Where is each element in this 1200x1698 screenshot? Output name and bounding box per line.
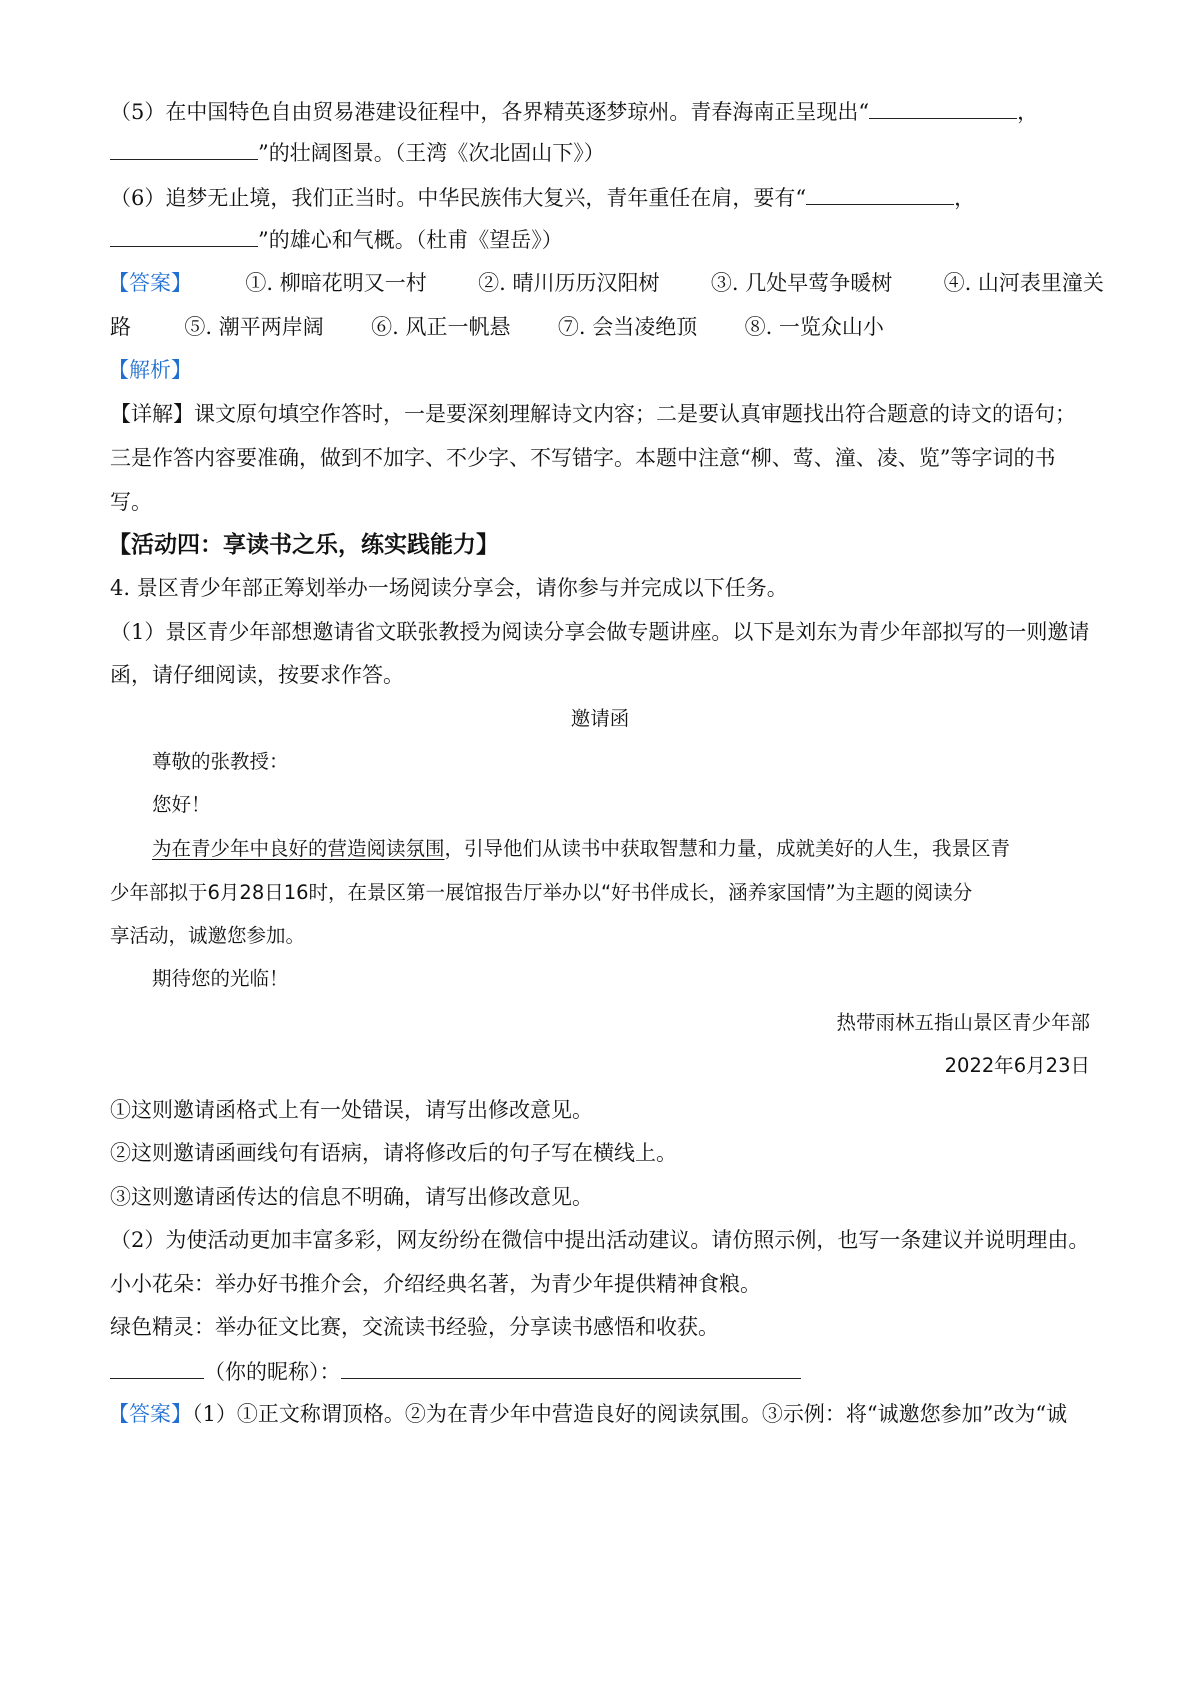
letter-sender: 热带雨林五指山景区青少年部	[836, 1011, 1090, 1034]
answer-line1	[108, 268, 1104, 298]
answer-item: ③. 几处早莺争暖树	[710, 271, 893, 295]
example-2: 绿色精灵：举办征文比赛，交流读书经验，分享读书感悟和收获。	[110, 1315, 719, 1339]
letter-body-text: ，引导他们从读书中获取智慧和力量，成就美好的人生，我景区青	[444, 837, 1011, 860]
answer-item: 路	[110, 315, 131, 339]
question-6-line2	[110, 224, 563, 255]
letter-date: 2022年6月23日	[944, 1054, 1090, 1077]
blank-field	[110, 137, 258, 160]
letter-title: 邀请函	[570, 707, 630, 730]
blank-field	[110, 224, 258, 247]
letter-salutation: 尊敬的张教授：	[152, 750, 289, 773]
question-4-text: 4. 景区青少年部正筹划举办一场阅读分享会，请你参与并完成以下任务。	[110, 576, 788, 600]
comma: ，	[954, 186, 976, 210]
answer-label: 【答案】	[108, 271, 192, 295]
answer-item: ⑤. 潮平两岸阔	[184, 315, 324, 339]
blank-field	[806, 182, 954, 205]
letter-closing: 期待您的光临！	[152, 967, 289, 990]
answer-item: ①. 柳暗花明又一村	[245, 271, 427, 295]
answer-item: ⑥. 风正一帆悬	[371, 315, 511, 339]
analysis-label: 【解析】	[108, 358, 192, 382]
nickname-blank	[110, 1356, 204, 1379]
answer-text: （1）①正文称谓顶格。②为在青少年中营造良好的阅读氛围。③示例：将“诚邀您参加”改为“诚	[192, 1402, 1068, 1426]
question-5-source: ”的壮阔图景。（王湾《次北固山下》）	[258, 141, 605, 165]
question-6-source: ”的雄心和气概。（杜甫《望岳》）	[258, 228, 563, 252]
answer-label: 【答案】	[108, 1402, 192, 1426]
comma: ，	[1017, 100, 1039, 124]
blank-field	[869, 96, 1017, 119]
task-1: ①这则邀请函格式上有一处错误，请写出修改意见。	[110, 1098, 593, 1122]
task-3: ③这则邀请函传达的信息不明确，请写出修改意见。	[110, 1185, 593, 1209]
activity-heading: 【活动四：享读书之乐，练实践能力】	[108, 532, 499, 558]
letter-body-line2: 少年部拟于6月28日16时，在景区第一展馆报告厅举办以“好书伴成长，涵养家国情”为主题的阅读分	[110, 881, 973, 904]
question-6-text: （6）追梦无止境，我们正当时。中华民族伟大复兴，青年重任在肩，要有“	[110, 186, 807, 210]
analysis-line1: 【详解】课文原句填空作答时，一是要深刻理解诗文内容；二是要认真审题找出符合题意的诗文的语句；	[110, 402, 1076, 426]
nickname-label: （你的昵称）：	[204, 1360, 341, 1384]
letter-greeting: 您好！	[152, 793, 211, 816]
question-6-line1	[110, 182, 975, 213]
answer-item: ⑧. 一览众山小	[744, 315, 884, 339]
analysis-line2: 三是作答内容要准确，做到不加字、不少字、不写错字。本题中注意“柳、莺、潼、凌、览”等字词的书	[110, 446, 1056, 470]
answer-item: ④. 山河表里潼关	[943, 271, 1104, 295]
analysis-line3: 写。	[110, 490, 152, 514]
question-5-line2	[110, 137, 605, 168]
example-1: 小小花朵：举办好书推介会，介绍经典名著，为青少年提供精神食粮。	[110, 1272, 761, 1296]
nickname-line	[110, 1356, 801, 1387]
sub-question-2: （2）为使活动更加丰富多彩，网友纷纷在微信中提出活动建议。请仿照示例，也写一条建议并说明理由。	[110, 1228, 1090, 1252]
answer-item: ⑦. 会当凌绝顶	[557, 315, 698, 339]
sub-question-1-line2: 函，请仔细阅读，按要求作答。	[110, 663, 404, 687]
question-5-text: （5）在中国特色自由贸易港建设征程中，各界精英逐梦琼州。青春海南正呈现出“	[110, 100, 870, 124]
sub-question-1-line1: （1）景区青少年部想邀请省文联张教授为阅读分享会做专题讲座。以下是刘东为青少年部拟写的一则邀请	[110, 620, 1090, 644]
answer-line2	[110, 312, 884, 342]
letter-body-line1	[152, 834, 1010, 864]
task-2: ②这则邀请函画线句有语病，请将修改后的句子写在横线上。	[110, 1141, 677, 1165]
underlined-sentence: 为在青少年中良好的营造阅读氛围	[152, 837, 445, 860]
answer-item: ②. 晴川历历汉阳树	[478, 271, 660, 295]
question-5-line1	[110, 96, 1038, 127]
answer-2-line	[108, 1399, 1067, 1429]
letter-body-line3: 享活动，诚邀您参加。	[110, 924, 306, 947]
answer-blank	[341, 1356, 801, 1379]
